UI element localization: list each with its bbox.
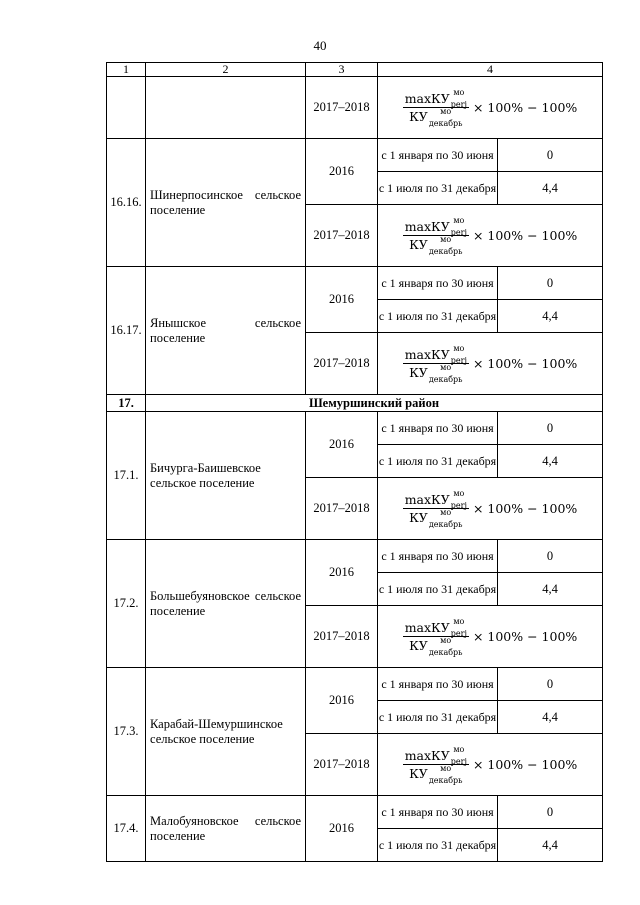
formula: maxКУ мо perj КУ мо декабрь × 100% − 100%: [378, 333, 603, 395]
value-first-half: 0: [498, 540, 603, 573]
formula: maxКУ мо perj КУ мо декабрь × 100% − 100%: [378, 205, 603, 267]
year-2016: 2016: [306, 267, 378, 333]
year-range: 2017–2018: [306, 77, 378, 139]
year-2016: 2016: [306, 139, 378, 205]
period-first-half: с 1 января по 30 июня: [378, 796, 498, 829]
value-first-half: 0: [498, 796, 603, 829]
year-range: 2017–2018: [306, 333, 378, 395]
table-row: [107, 412, 603, 445]
period-first-half: с 1 января по 30 июня: [378, 139, 498, 172]
period-second-half: с 1 июля по 31 декабря: [378, 573, 498, 606]
period-second-half: с 1 июля по 31 декабря: [378, 701, 498, 734]
period-second-half: с 1 июля по 31 декабря: [378, 300, 498, 333]
formula: maxКУ мо perj КУ мо декабрь × 100% − 100%: [378, 478, 603, 540]
settlement-name: Малобуяновское сельское поселение: [146, 796, 306, 862]
year-2016: 2016: [306, 540, 378, 606]
table-row: [107, 668, 603, 701]
table-row: [107, 267, 603, 300]
header-col-3: 3: [306, 63, 378, 77]
settlement-name: Карабай-Шемуршинское сельское поселение: [146, 668, 306, 796]
continuation-row: [107, 77, 603, 139]
period-first-half: с 1 января по 30 июня: [378, 412, 498, 445]
table-row: [107, 796, 603, 829]
page-number: 40: [313, 38, 327, 53]
settlement-name: Бичурга-Баишевское сельское поселение: [146, 412, 306, 540]
value-first-half: 0: [498, 412, 603, 445]
formula: maxКУ мо perj КУ мо декабрь × 100% − 100%: [378, 734, 603, 796]
section-number: 17.: [107, 395, 146, 412]
period-second-half: с 1 июля по 31 декабря: [378, 445, 498, 478]
header-row: [107, 63, 603, 77]
table-row: [107, 139, 603, 172]
settlement-name: Шинерпосинское сельское поселение: [146, 139, 306, 267]
value-first-half: 0: [498, 267, 603, 300]
year-2016: 2016: [306, 796, 378, 862]
period-first-half: с 1 января по 30 июня: [378, 668, 498, 701]
tariff-table: [106, 62, 603, 862]
row-number: 16.16.: [107, 139, 146, 267]
period-second-half: с 1 июля по 31 декабря: [378, 829, 498, 862]
period-second-half: с 1 июля по 31 декабря: [378, 172, 498, 205]
row-number: 16.17.: [107, 267, 146, 395]
row-number: 17.2.: [107, 540, 146, 668]
header-col-4: 4: [378, 63, 603, 77]
value-second-half: 4,4: [498, 701, 603, 734]
year-range: 2017–2018: [306, 205, 378, 267]
row-number: 17.4.: [107, 796, 146, 862]
year-2016: 2016: [306, 668, 378, 734]
row-number: 17.3.: [107, 668, 146, 796]
settlement-name: Большебуяновское сельское поселение: [146, 540, 306, 668]
section-header-row: [107, 395, 603, 412]
row-number: 17.1.: [107, 412, 146, 540]
header-col-1: 1: [107, 63, 146, 77]
value-second-half: 4,4: [498, 172, 603, 205]
period-first-half: с 1 января по 30 июня: [378, 267, 498, 300]
header-col-2: 2: [146, 63, 306, 77]
year-2016: 2016: [306, 412, 378, 478]
table-row: [107, 540, 603, 573]
year-range: 2017–2018: [306, 478, 378, 540]
value-second-half: 4,4: [498, 300, 603, 333]
value-first-half: 0: [498, 668, 603, 701]
value-second-half: 4,4: [498, 445, 603, 478]
period-first-half: с 1 января по 30 июня: [378, 540, 498, 573]
value-second-half: 4,4: [498, 829, 603, 862]
year-range: 2017–2018: [306, 606, 378, 668]
formula: maxКУ мо perj КУ мо декабрь × 100% − 100%: [378, 606, 603, 668]
value-first-half: 0: [498, 139, 603, 172]
year-range: 2017–2018: [306, 734, 378, 796]
formula: maxКУ мо perj КУ мо декабрь × 100% − 100%: [378, 77, 603, 139]
value-second-half: 4,4: [498, 573, 603, 606]
section-title: Шемуршинский район: [146, 395, 603, 412]
settlement-name: Янышское сельское поселение: [146, 267, 306, 395]
